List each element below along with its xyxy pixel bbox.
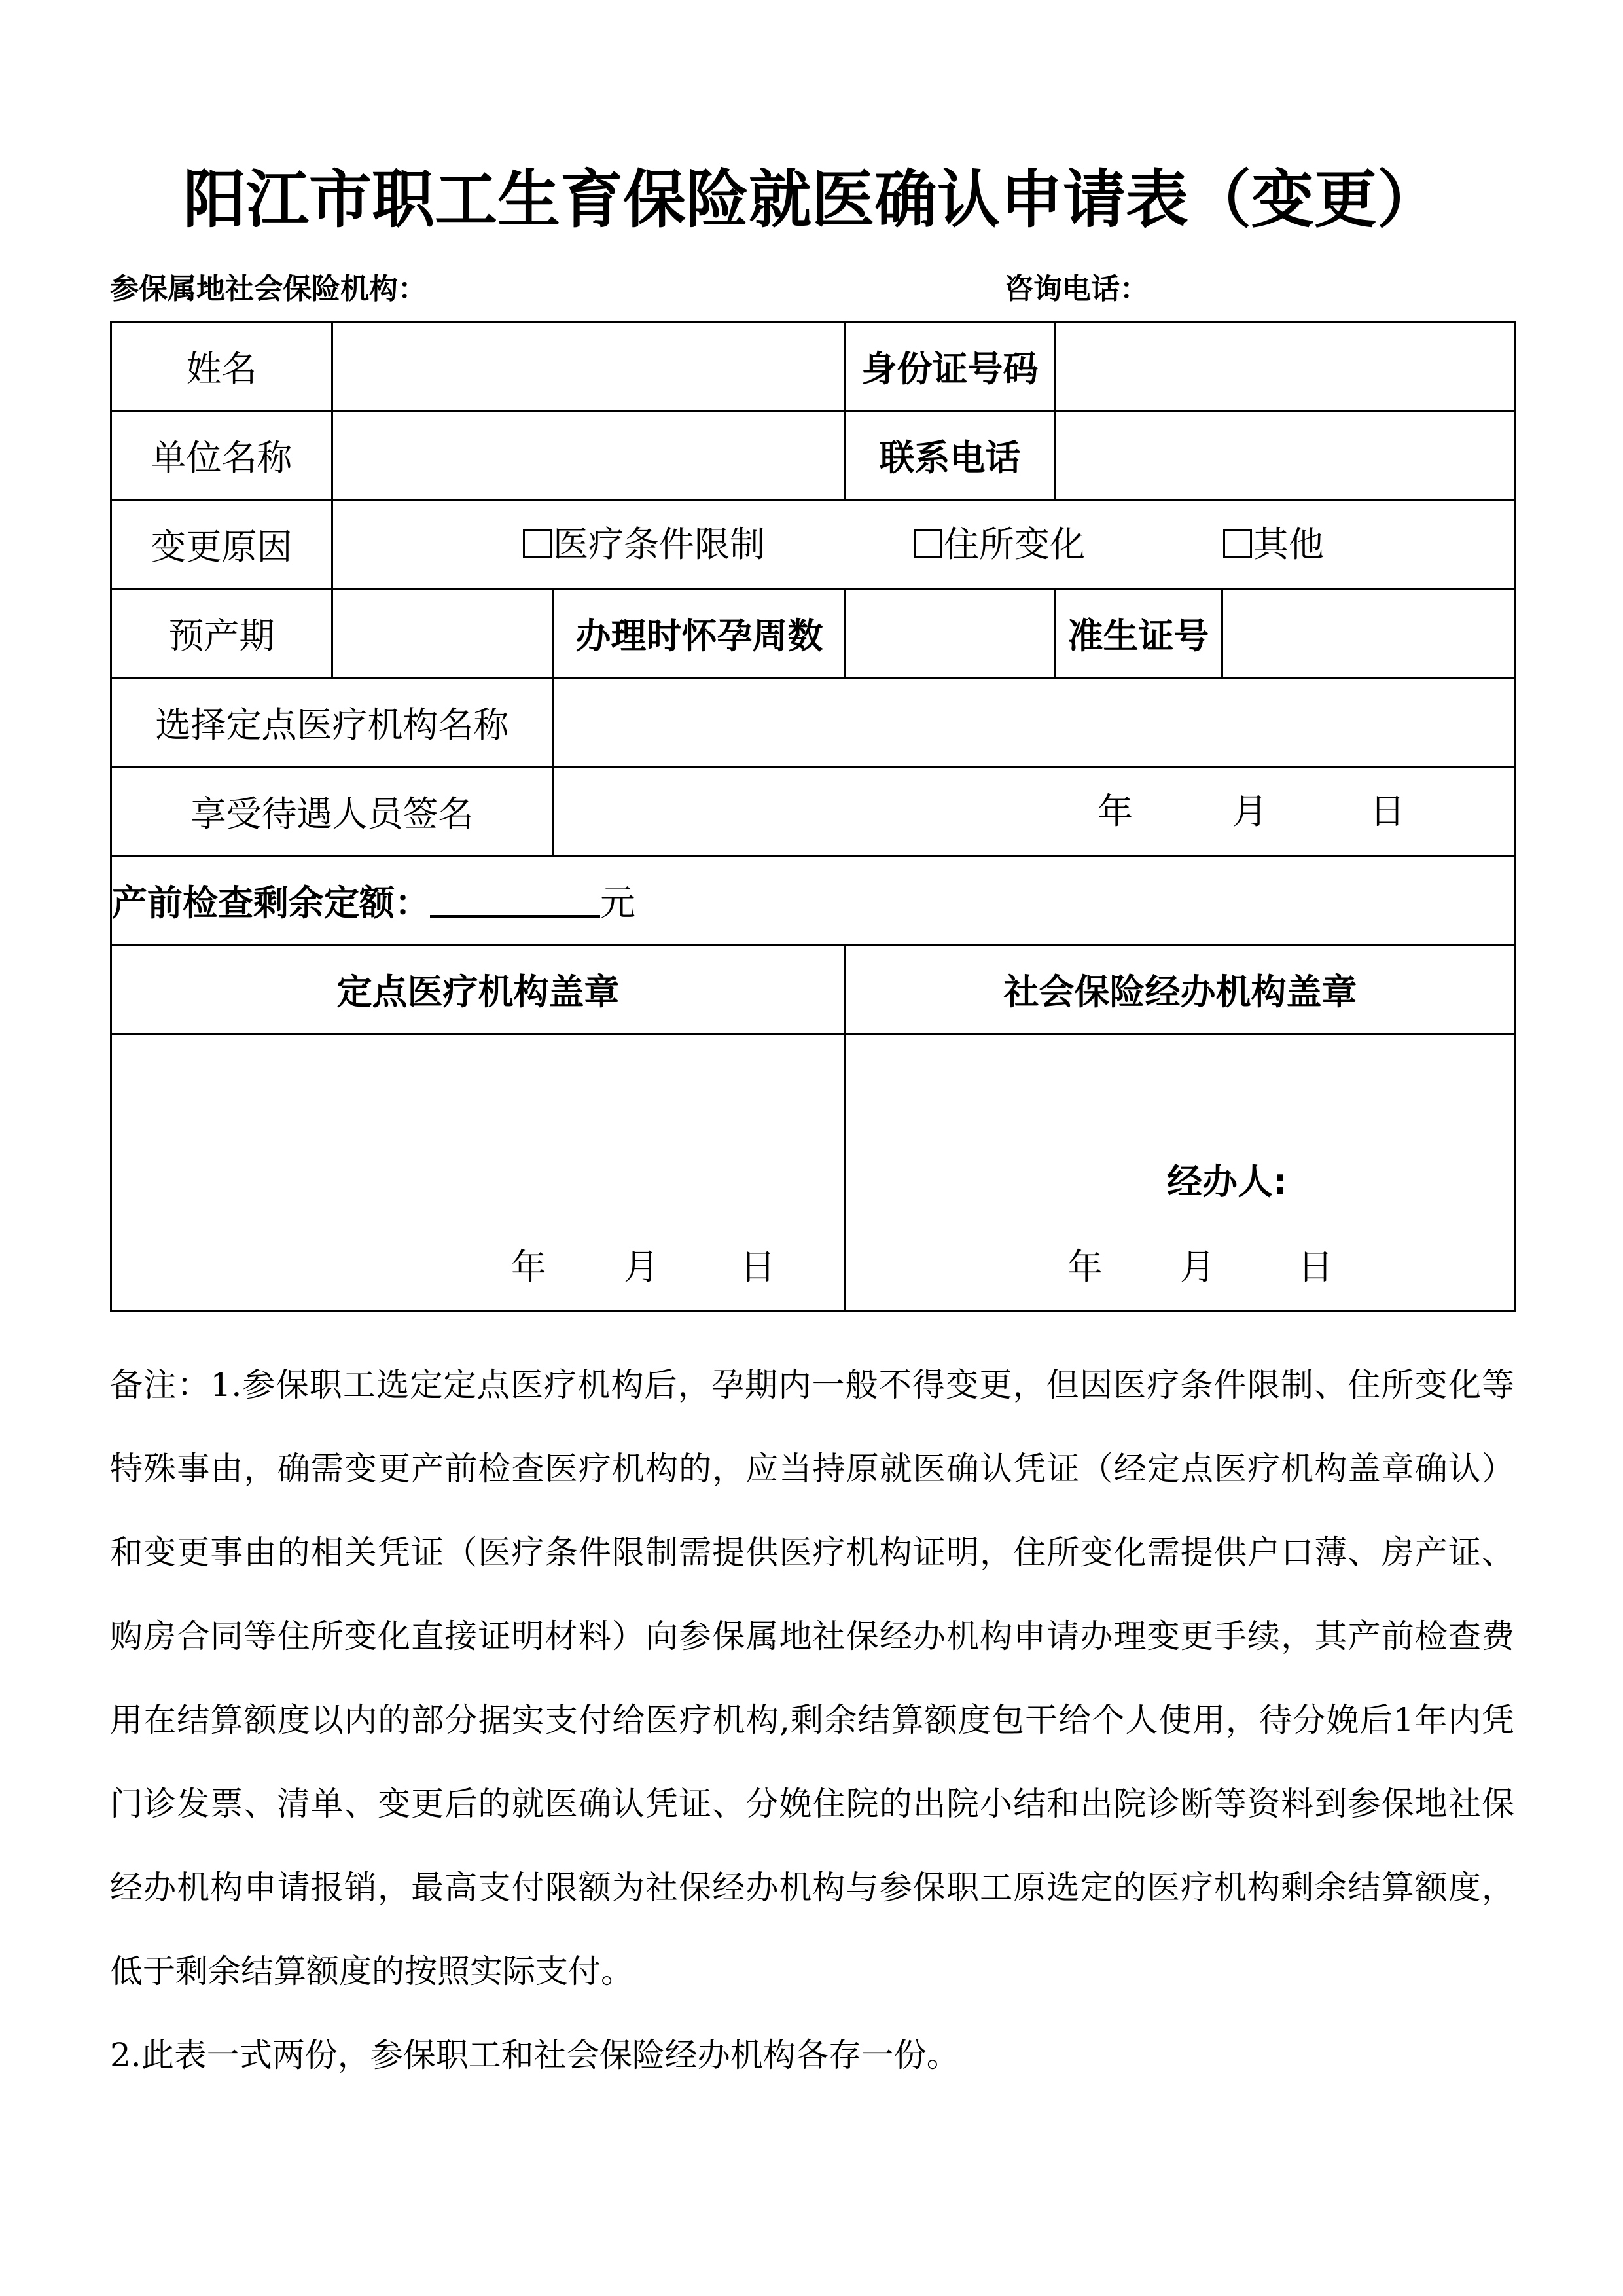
agency-seal-month: 月 [1180,1246,1215,1287]
id-number-label: 身份证号码 [846,322,1055,411]
agency-seal-label: 社会保险经办机构盖章 [846,945,1516,1034]
contact-phone-field[interactable] [1055,411,1516,500]
hospital-seal-year: 年 [511,1246,546,1287]
birth-permit-label: 准生证号 [1055,589,1222,678]
signature-field[interactable] [554,767,1516,856]
reason-other-label: 其他 [1253,524,1324,565]
signature-day: 日 [1370,791,1405,832]
reason-medical-label: 医疗条件限制 [553,524,765,565]
hospital-seal-label: 定点医疗机构盖章 [111,945,846,1034]
reason-medical-option[interactable] [523,523,765,566]
form-title: 阳江市职工生育保险就医确认申请表（变更） [183,163,1440,236]
change-reason-label: 变更原因 [111,500,332,589]
hospital-seal-day: 日 [740,1246,776,1287]
reason-residence-label: 住所变化 [944,524,1085,565]
hospital-seal-month: 月 [624,1246,659,1287]
row-seal-headers [111,945,1516,1034]
notes-section [110,1343,1514,2097]
name-field[interactable] [332,322,846,411]
row-hospital [111,678,1516,767]
row-name-id [111,322,1516,411]
row-change-reason [111,500,1516,589]
row-quota [111,856,1516,945]
employer-label: 单位名称 [111,411,332,500]
reason-residence-checkbox[interactable] [914,529,942,558]
reason-other-checkbox[interactable] [1223,529,1252,558]
remaining-quota-label: 产前检查剩余定额： [112,882,430,924]
note-2: 2.此表一式两份，参保职工和社会保险经办机构各存一份。 [110,2036,959,2074]
agency-seal-area[interactable] [846,1034,1516,1311]
hospital-name-field[interactable] [554,678,1516,767]
note-1: 备注：1.参保职工选定定点医疗机构后，孕期内一般不得变更，但因医疗条件限制、住所变化等特殊事由，确需变更产前检查医疗机构的，应当持原就医确认凭证（经定点医疗机构盖章确认）和变更事由的相关凭证（医疗条件限制需提供医疗机构证明，住所变化需提供户口薄、房产证、购房合同等住所变化直接证明材料）向参保属地社保经办机构申请办理变更手续，其产前检查费用在结算额度以内的部分据实支付给医疗机构,剩余结算额度包干给个人使用，待分娩后1年内凭门诊发票、清单、变更后的就医确认凭证、分娩住院的出院小结和出院诊断等资料到参保地社保经办机构申请报销，最高支付限额为社保经办机构与参保职工原选定的医疗机构剩余结算额度，低于剩余结算额度的按照实际支付。 [110,1366,1514,1990]
phone-label: 咨询电话： [1005,272,1149,306]
employer-field[interactable] [332,411,846,500]
id-number-field[interactable] [1055,322,1516,411]
signature-year: 年 [1097,791,1133,832]
due-date-field[interactable] [332,589,554,678]
due-date-label: 预产期 [111,589,332,678]
pregnancy-weeks-field[interactable] [846,589,1055,678]
agency-seal-year: 年 [1067,1246,1103,1287]
hospital-seal-area[interactable] [111,1034,846,1311]
row-signature [111,767,1516,856]
agency-seal-day: 日 [1298,1246,1333,1287]
signature-month: 月 [1232,791,1268,832]
birth-permit-field[interactable] [1222,589,1516,678]
application-form-table [110,321,1516,1312]
reason-residence-option[interactable] [914,523,1085,566]
row-seal-areas [111,1034,1516,1311]
signature-label: 享受待遇人员签名 [111,767,554,856]
hospital-name-label: 选择定点医疗机构名称 [111,678,554,767]
name-label: 姓名 [111,322,332,411]
remaining-quota-unit: 元 [600,882,635,924]
remaining-quota-field[interactable] [430,882,600,918]
row-due-date [111,589,1516,678]
handler-label: 经办人: [1167,1161,1287,1202]
contact-phone-label: 联系电话 [846,411,1055,500]
remaining-quota [111,856,1516,945]
reason-other-option[interactable] [1223,523,1324,566]
change-reason-options [332,500,1516,589]
reason-medical-checkbox[interactable] [523,529,552,558]
pregnancy-weeks-label: 办理时怀孕周数 [554,589,846,678]
row-employer-contact [111,411,1516,500]
agency-label: 参保属地社会保险机构： [110,272,427,306]
